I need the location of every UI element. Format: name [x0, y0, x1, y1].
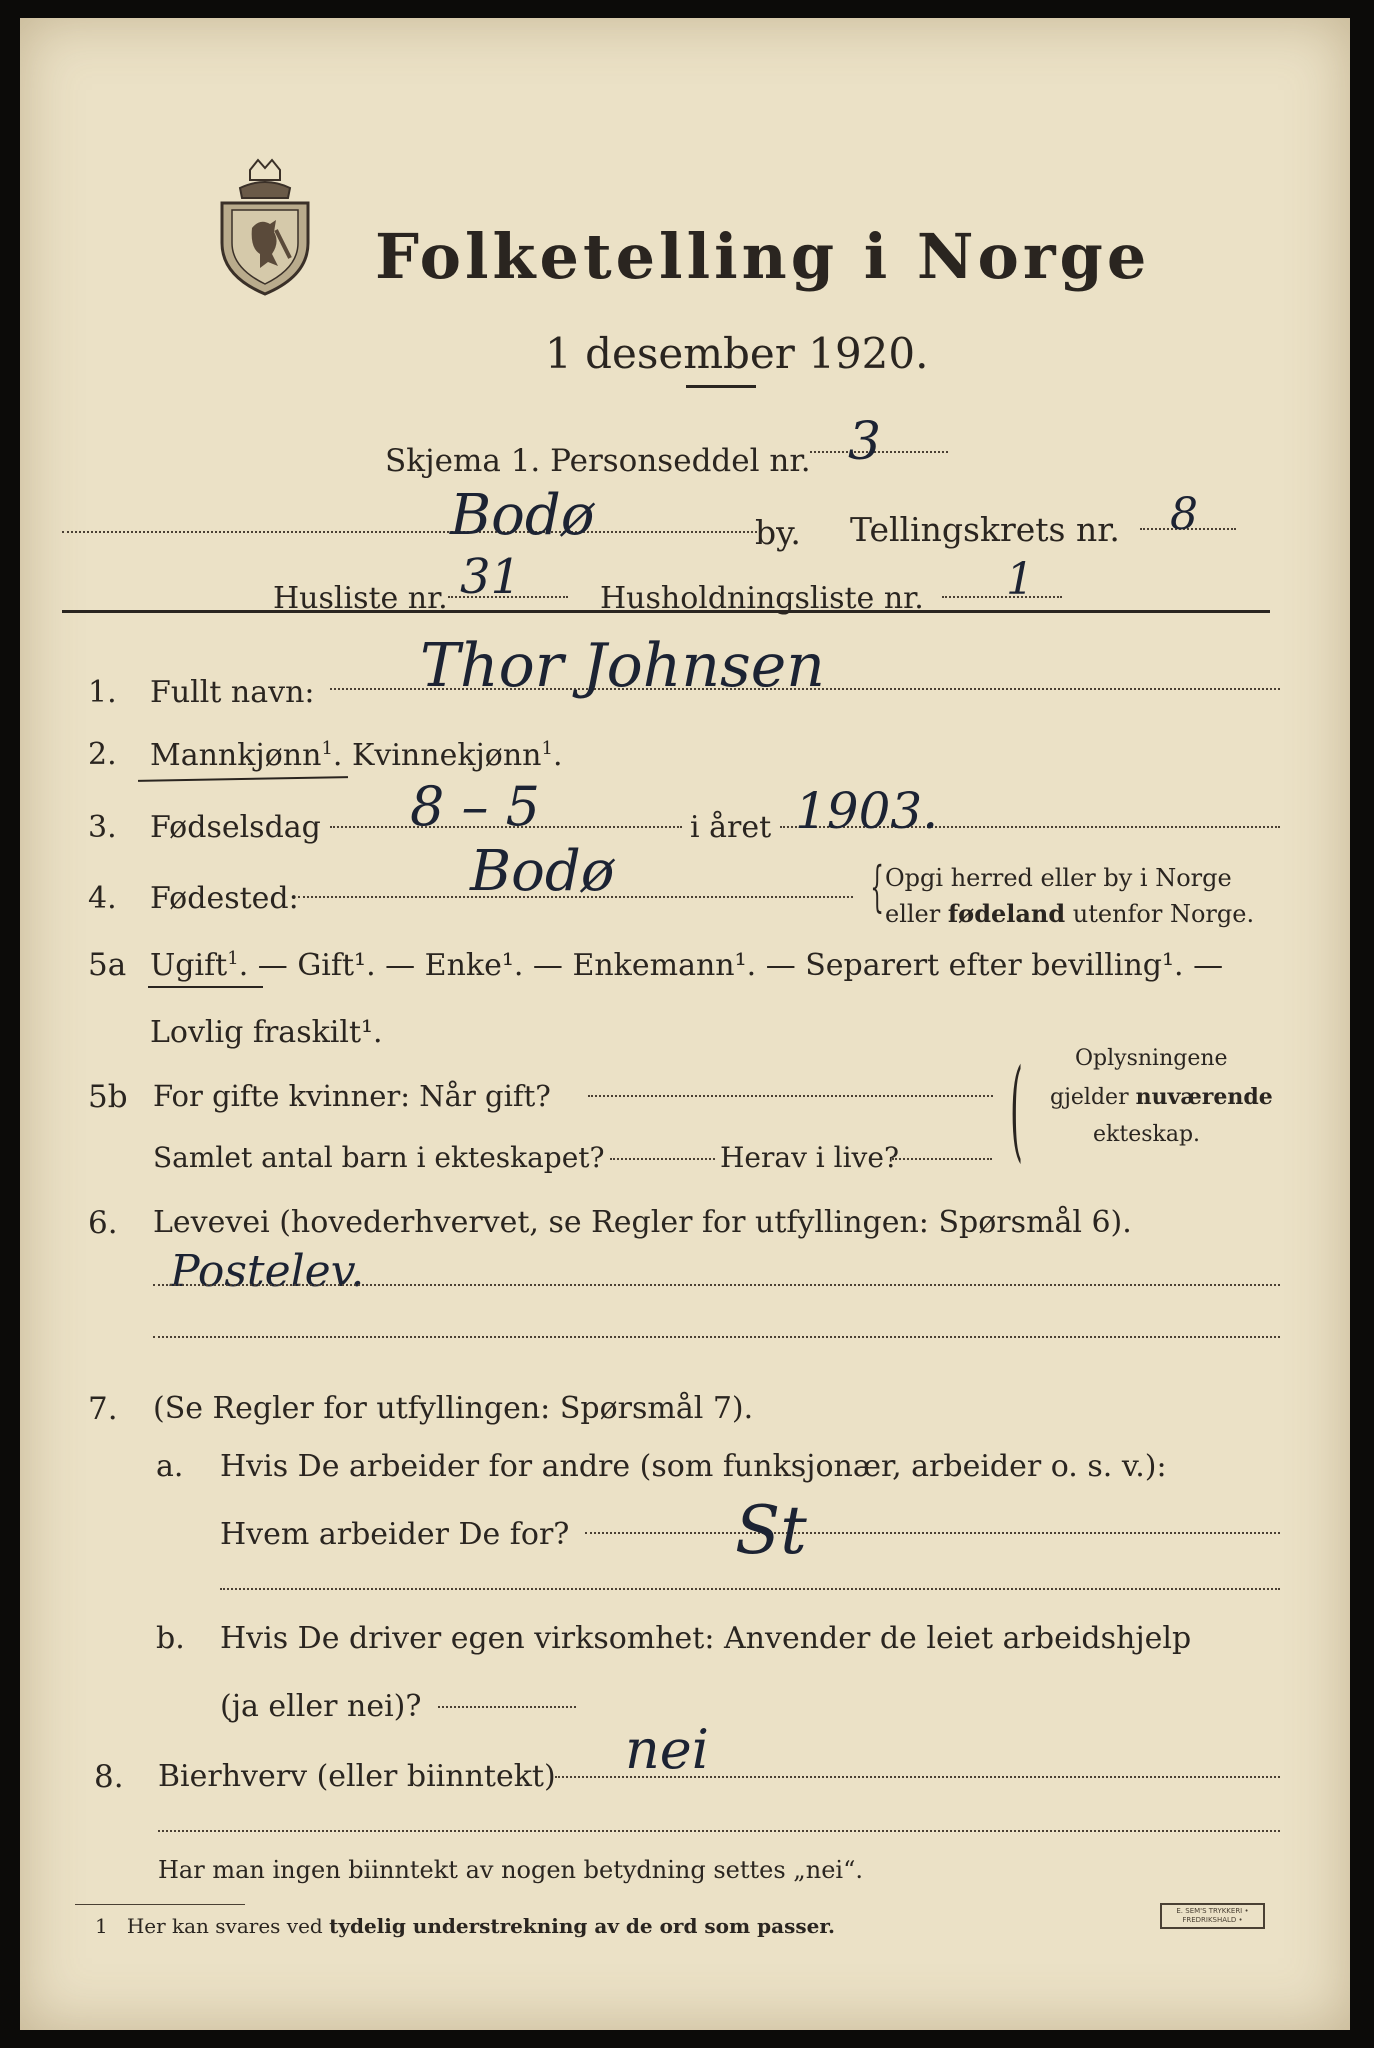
coat-of-arms-logo: [210, 158, 320, 298]
husliste-label: Husliste nr.: [273, 581, 448, 616]
q4-note-brace: {: [870, 855, 885, 918]
form-title: Folketelling i Norge: [375, 220, 1151, 293]
q7a-letter: a.: [156, 1449, 184, 1484]
q5b-number: 5b: [88, 1079, 128, 1115]
q4-answer: Bodø: [470, 839, 615, 904]
q7a-answer: St: [735, 1492, 807, 1569]
q5a-line2: Lovlig fraskilt¹.: [150, 1015, 383, 1050]
q5b-side-brace: (: [1010, 1045, 1023, 1173]
q5b-side-line3: ekteskap.: [1093, 1122, 1201, 1147]
q8-number: 8.: [94, 1759, 124, 1795]
title-divider: [686, 385, 756, 388]
q2-mann-underline: [138, 776, 348, 782]
q2-options: Mannkjønn$^1$. Kvinnekjønn$^1$.: [150, 738, 563, 773]
q8-label: Bierhverv (eller biinntekt): [158, 1759, 556, 1794]
town-value: Bodø: [450, 483, 595, 548]
q5b-line1: For gifte kvinner: Når gift?: [153, 1079, 551, 1113]
q5b-side-line1: Oplysningene: [1075, 1046, 1228, 1071]
q7b-line1: Hvis De driver egen virksomhet: Anvender de leiet arbeidshjelp: [220, 1621, 1192, 1656]
q8-answer: nei: [625, 1718, 710, 1781]
q2-kvinne-option: Kvinnekjønn: [351, 738, 542, 773]
q6-number: 6.: [88, 1205, 118, 1241]
q1-label: Fullt navn:: [150, 675, 315, 710]
husholdningsliste-label: Husholdningsliste nr.: [600, 581, 924, 616]
q5b-alive-field-line: [892, 1158, 992, 1160]
q5a-ugift-option: Ugift: [150, 948, 228, 983]
q3-answer-day: 8 – 5: [410, 775, 541, 838]
skjema-value: 3: [848, 412, 882, 472]
q7b-letter: b.: [156, 1621, 185, 1656]
q7a-field-line: [585, 1532, 1280, 1534]
q7a-line1: Hvis De arbeider for andre (som funksjonær, arbeider o. s. v.):: [220, 1449, 1167, 1484]
q6-answer: Postelev.: [170, 1246, 365, 1297]
q7a-line2: Hvem arbeider De for?: [220, 1517, 570, 1552]
q3-number: 3.: [88, 810, 117, 845]
q7a-field-line-2: [220, 1588, 1280, 1590]
by-label: by.: [755, 513, 801, 552]
q5a-options: Ugift$^1$. — Gift¹. — Enke¹. — Enkemann¹. — Separert efter bevilling¹. —: [150, 948, 1224, 983]
q6-field-line-1: [153, 1284, 1280, 1286]
q5b-when-field-line: [588, 1095, 993, 1097]
footnote-rule: [75, 1904, 245, 1905]
biinntekt-note: Har man ingen biinntekt av nogen betydning settes „nei“.: [158, 1856, 863, 1884]
q7-number: 7.: [88, 1391, 118, 1427]
q3-year-label: i året: [690, 810, 772, 845]
q5a-other-options: — Gift¹. — Enke¹. — Enkemann¹. — Separert efter bevilling¹. —: [248, 948, 1224, 983]
q7b-line2: (ja eller nei)?: [220, 1689, 422, 1724]
q1-number: 1.: [88, 675, 117, 710]
q3-answer-year: 1903.: [795, 782, 939, 840]
q5b-line2a: Samlet antal barn i ekteskapet?: [153, 1141, 605, 1174]
husliste-value: 31: [460, 549, 522, 605]
q6-label: Levevei (hovederhvervet, se Regler for utfyllingen: Spørsmål 6).: [153, 1205, 1132, 1240]
skjema-label: Skjema 1. Personseddel nr.: [385, 443, 811, 479]
q6-field-line-2: [153, 1336, 1280, 1338]
header-rule: [62, 610, 1270, 613]
husholdningsliste-field-line: [942, 596, 1062, 598]
form-date: 1 desember 1920.: [545, 329, 929, 378]
q7b-field-line: [438, 1706, 576, 1708]
q4-number: 4.: [88, 881, 117, 916]
footnote: 1 Her kan svares ved tydelig understrekning av de ord som passer.: [95, 1914, 835, 1938]
q5a-ugift-underline: [148, 986, 263, 988]
q5b-side-line2: gjelder nuværende: [1050, 1084, 1273, 1110]
q5b-children-field-line: [610, 1158, 715, 1160]
footnote-mark: 1: [95, 1914, 108, 1938]
q4-note-line1: Opgi herred eller by i Norge: [885, 864, 1232, 892]
q5b-line2b: Herav i live?: [720, 1141, 899, 1174]
q8-field-line-2: [158, 1830, 1280, 1832]
q2-number: 2.: [88, 737, 117, 772]
tellingskrets-value: 8: [1170, 489, 1198, 540]
census-form: [20, 18, 1350, 2030]
printer-stamp: E. SEM'S TRYKKERI • FREDRIKSHALD •: [1160, 1903, 1265, 1929]
q4-note-line2: eller fødeland utenfor Norge.: [885, 899, 1255, 928]
q7-label: (Se Regler for utfyllingen: Spørsmål 7).: [153, 1391, 754, 1426]
town-field-line: [62, 531, 757, 533]
tellingskrets-label: Tellingskrets nr.: [850, 510, 1120, 549]
q4-label: Fødested:: [150, 881, 299, 916]
q5a-number: 5a: [88, 947, 127, 983]
q2-mann-option: Mannkjønn: [150, 738, 322, 773]
husholdningsliste-value: 1: [1006, 554, 1034, 605]
q1-answer: Thor Johnsen: [420, 631, 825, 701]
q3-label: Fødselsdag: [150, 810, 321, 845]
